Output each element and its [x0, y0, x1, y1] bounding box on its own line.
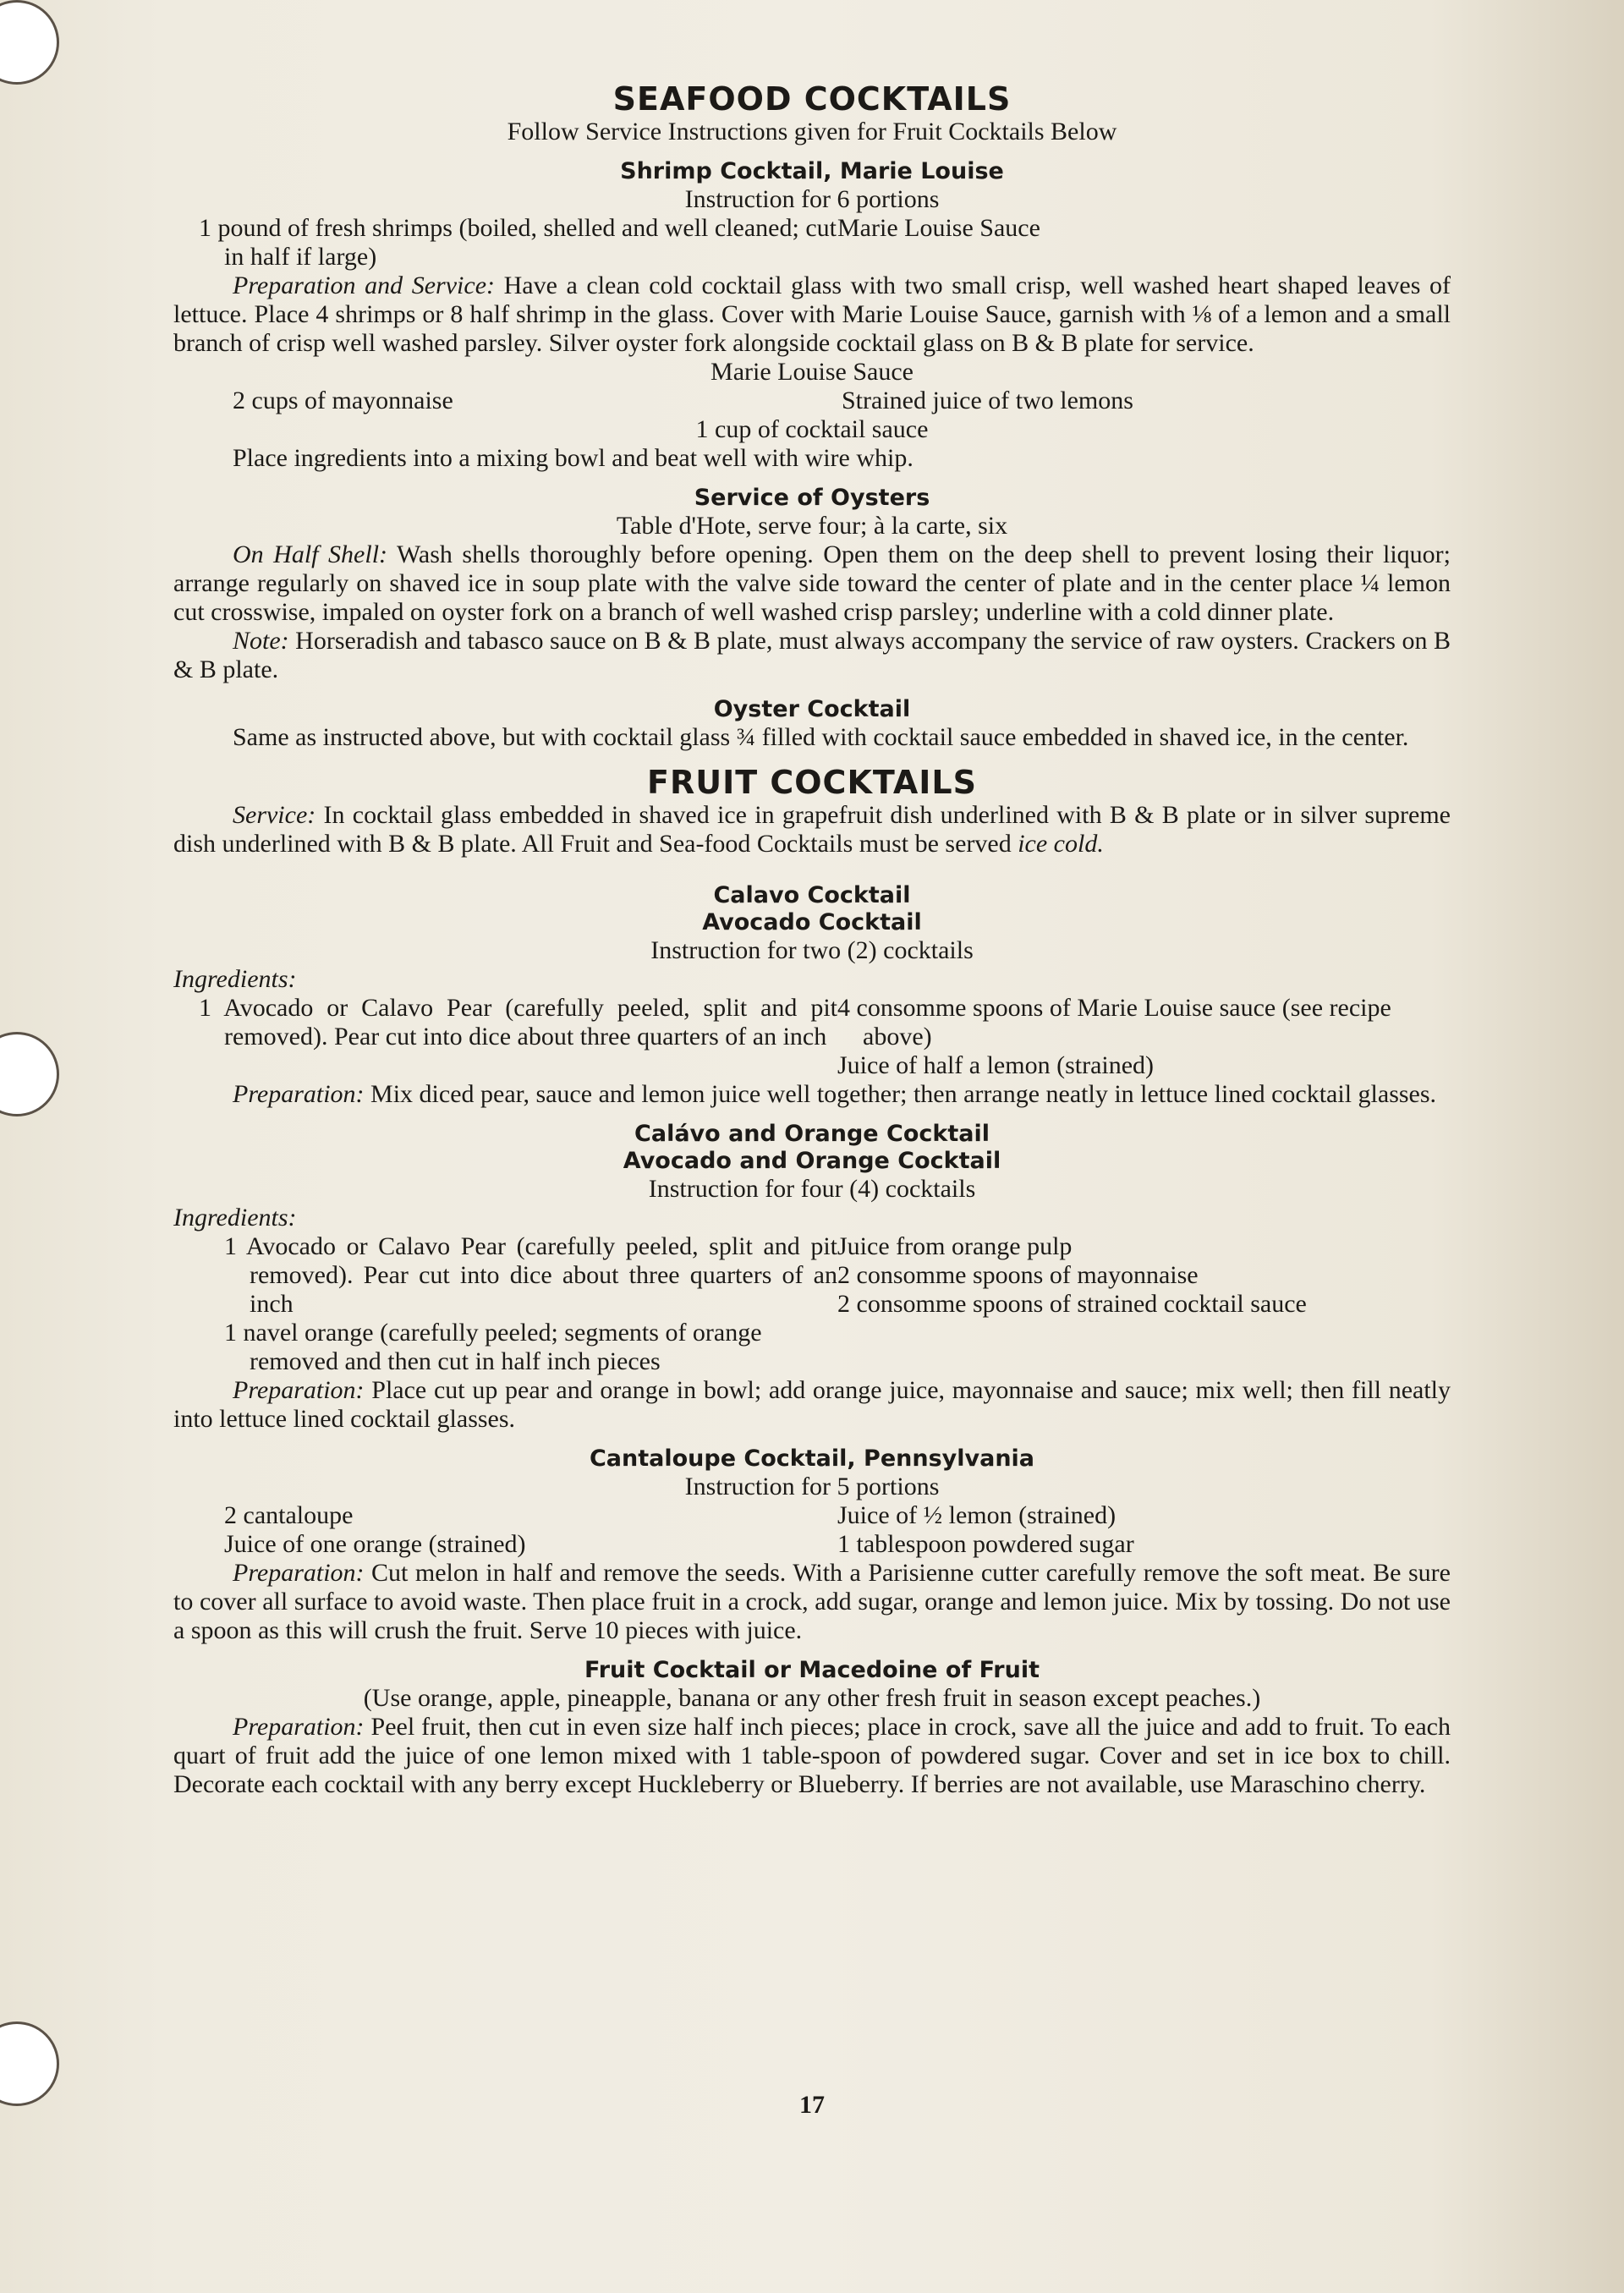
binder-hole-top	[0, 0, 59, 85]
calavo-orange-prep-text: Place cut up pear and orange in bowl; add orange juice, mayonnaise and sauce; mix well; then fill neatly into lettuce lined cocktail glasses.	[173, 1376, 1451, 1433]
shrimp-ingredient-left: 1 pound of fresh shrimps (boiled, shelled and well cleaned; cut in half if large)	[199, 214, 837, 271]
calavo-orange-ingredients-left	[173, 1232, 837, 1376]
avocado-title: Avocado Cocktail	[702, 909, 922, 935]
oysters-title: Service of Oysters	[694, 485, 930, 511]
calavo-orange-ingredient-left-2: 1 navel orange (carefully peeled; segments of orange removed and then cut in half inch pieces	[224, 1319, 762, 1375]
calavo-prep-label: Preparation:	[233, 1080, 365, 1108]
calavo-ingredients-label: Ingredients:	[173, 965, 297, 993]
shrimp-ingredients	[173, 214, 1451, 272]
calavo-orange-ingredients	[173, 1232, 1451, 1376]
sauce-center: 1 cup of cocktail sauce	[695, 415, 929, 443]
binder-hole-middle	[0, 1032, 59, 1116]
calavo-orange-ingredient-right-2: 2 consomme spoons of mayonnaise	[837, 1261, 1199, 1289]
calavo-ingredient-right-1: 4 consomme spoons of Marie Louise sauce (see recipe above)	[837, 994, 1391, 1051]
cantaloupe-ingredient-right-2: 1 tablespoon powdered sugar	[837, 1530, 1134, 1558]
calavo-ingredients	[173, 994, 1451, 1080]
fruit-service	[173, 801, 1451, 859]
calavo-ingredients-right	[837, 994, 1451, 1080]
page-number: 17	[799, 2091, 825, 2119]
shrimp-preparation	[173, 272, 1451, 358]
cantaloupe-title: Cantaloupe Cocktail, Pennsylvania	[589, 1445, 1035, 1472]
shrimp-instruction: Instruction for 6 portions	[684, 185, 940, 213]
avocado-orange-title: Avocado and Orange Cocktail	[623, 1148, 1001, 1174]
shrimp-title: Shrimp Cocktail, Marie Louise	[620, 158, 1004, 184]
calavo-orange-title: Calávo and Orange Cocktail	[634, 1121, 990, 1147]
cantaloupe-ingredient-right-1: Juice of ½ lemon (strained)	[837, 1501, 1116, 1529]
cantaloupe-ingredients-left	[173, 1501, 837, 1559]
sauce-title: Marie Louise Sauce	[710, 358, 914, 386]
cantaloupe-ingredient-left-2: Juice of one orange (strained)	[224, 1530, 526, 1558]
calavo-preparation	[173, 1080, 1451, 1109]
calavo-ingredient-right-2: Juice of half a lemon (strained)	[837, 1051, 1155, 1079]
calavo-orange-prep-label: Preparation:	[233, 1376, 365, 1404]
cantaloupe-prep-label: Preparation:	[233, 1559, 365, 1587]
fruit-service-text: In cocktail glass embedded in shaved ice in grapefruit dish underlined with B & B plate or in silver supreme dish underlined with B & B plate. All Fruit and Sea-food Cocktails must be served	[173, 801, 1451, 858]
sauce-right: Strained juice of two lemons	[842, 387, 1133, 414]
cantaloupe-ingredients	[173, 1501, 1451, 1559]
calavo-title: Calavo Cocktail	[713, 882, 911, 908]
sauce-left: 2 cups of mayonnaise	[233, 387, 453, 414]
cantaloupe-preparation	[173, 1559, 1451, 1645]
macedoine-preparation	[173, 1713, 1451, 1799]
calavo-instruction: Instruction for two (2) cocktails	[650, 936, 974, 964]
fruit-service-label: Service:	[233, 801, 316, 829]
calavo-prep-text: Mix diced pear, sauce and lemon juice well together; then arrange neatly in lettuce lined cocktail glasses.	[364, 1080, 1437, 1108]
calavo-orange-ingredient-right-1: Juice from orange pulp	[837, 1232, 1073, 1260]
calavo-ingredient-left: 1 Avocado or Calavo Pear (carefully peeled, split and pit removed). Pear cut into dice about three quarters of an inch	[199, 994, 837, 1051]
cantaloupe-ingredients-right	[837, 1501, 1451, 1559]
oysters-instruction: Table d'Hote, serve four; à la carte, six	[616, 512, 1008, 540]
page-content	[173, 80, 1451, 1799]
fruit-service-em: ice cold.	[1018, 830, 1104, 858]
oysters-note-label: Note:	[233, 627, 289, 655]
calavo-orange-preparation	[173, 1376, 1451, 1434]
shrimp-ingredient-right: Marie Louise Sauce	[837, 214, 1040, 242]
calavo-orange-ingredients-right	[837, 1232, 1451, 1376]
shrimp-prep-label: Preparation and Service:	[233, 272, 495, 299]
shrimp-prep-text: Have a clean cold cocktail glass with two small crisp, well washed heart shaped leaves of lettuce. Place 4 shrimps or 8 half shrimp in the glass. Cover with Marie Louise Sauce, garnish with ⅛ of a lemon and a small branch of crisp well washed parsley. Silver oyster fork alongside cocktail glass on B & B plate for service.	[173, 272, 1451, 357]
calavo-orange-ingredient-left-1: 1 Avocado or Calavo Pear (carefully peeled, split and pit removed). Pear cut into dice about three quarters of an inch	[224, 1232, 837, 1318]
cantaloupe-ingredient-left-1: 2 cantaloupe	[224, 1501, 354, 1529]
calavo-orange-ingredient-right-3: 2 consomme spoons of strained cocktail sauce	[837, 1290, 1307, 1318]
oysters-half-shell	[173, 540, 1451, 627]
oysters-half-text: Wash shells thoroughly before opening. Open them on the deep shell to prevent losing their liquor; arrange regularly on shaved ice in soup plate with the valve side toward the center of plate and in the center place ¼ lemon cut crosswise, impaled on oyster fork on a branch of well washed crisp parsley; underline with a cold dinner plate.	[173, 540, 1451, 626]
oyster-cocktail-text: Same as instructed above, but with cocktail glass ¾ filled with cocktail sauce embedded in shaved ice, in the center.	[233, 723, 1409, 751]
fruit-title: FRUIT COCKTAILS	[647, 764, 977, 801]
seafood-subtitle: Follow Service Instructions given for Fruit Cocktails Below	[507, 118, 1117, 145]
oysters-note	[173, 627, 1451, 684]
sauce-text: Place ingredients into a mixing bowl and beat well with wire whip.	[233, 444, 914, 472]
macedoine-prep-label: Preparation:	[233, 1713, 365, 1741]
oysters-half-label: On Half Shell:	[233, 540, 388, 568]
sauce-ingredients	[173, 387, 1451, 415]
cantaloupe-prep-text: Cut melon in half and remove the seeds. With a Parisienne cutter carefully remove the soft meat. Be sure to cover all surface to avoid waste. Then place fruit in a crock, add sugar, orange and lemon juice. Mix by tossing. Do not use a spoon as this will crush the fruit. Serve 10 pieces with juice.	[173, 1559, 1451, 1644]
oyster-cocktail-title: Oyster Cocktail	[713, 696, 911, 722]
oysters-note-text: Horseradish and tabasco sauce on B & B plate, must always accompany the service of raw oysters. Crackers on B & B plate.	[173, 627, 1451, 683]
macedoine-note: (Use orange, apple, pineapple, banana or any other fresh fruit in season except peaches.)	[363, 1684, 1261, 1712]
macedoine-title: Fruit Cocktail or Macedoine of Fruit	[584, 1657, 1040, 1683]
seafood-title: SEAFOOD COCKTAILS	[612, 80, 1012, 118]
macedoine-prep-text: Peel fruit, then cut in even size half inch pieces; place in crock, save all the juice and add to fruit. To each quart of fruit add the juice of one lemon mixed with 1 table-spoon of powdered sugar. Cover and set in ice box to chill. Decorate each cocktail with any berry except Huckleberry or Blueberry. If berries are not available, use Maraschino cherry.	[173, 1713, 1451, 1798]
cantaloupe-instruction: Instruction for 5 portions	[684, 1473, 940, 1500]
calavo-orange-ingredients-label: Ingredients:	[173, 1204, 297, 1232]
calavo-orange-instruction: Instruction for four (4) cocktails	[648, 1175, 976, 1203]
